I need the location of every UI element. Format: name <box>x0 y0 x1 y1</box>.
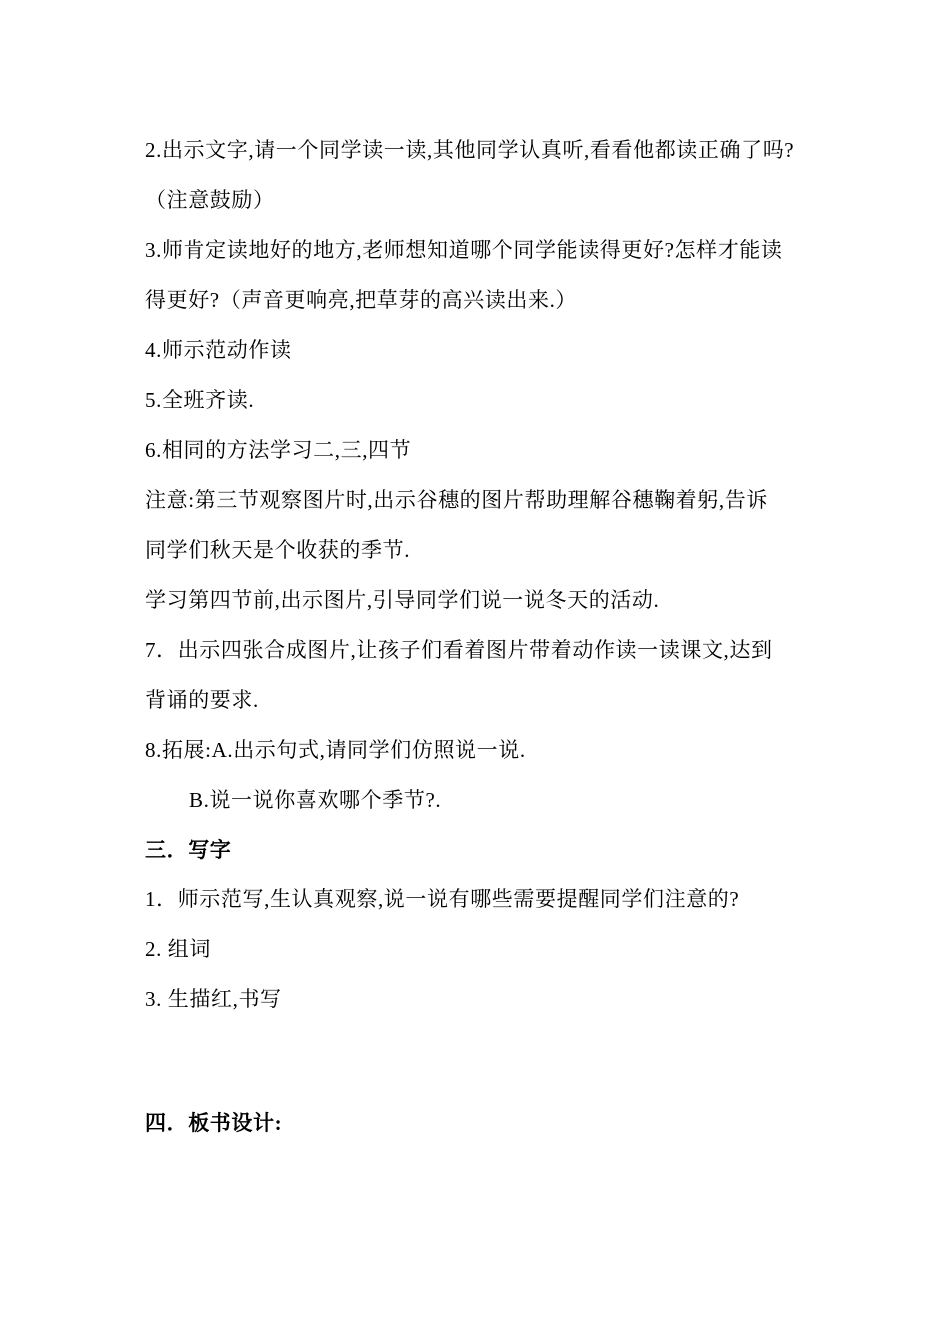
step-8-b-text: B.说一说你喜欢哪个季节?. <box>189 788 442 812</box>
note-text: 注意:第三节观察图片时,出示谷穗的图片帮助理解谷穗鞠着躬,告诉 <box>145 488 768 512</box>
step-2-note: （注意鼓励） <box>145 188 275 212</box>
step-3-text: 3.师肯定读地好的地方,老师想知道哪个同学能读得更好?怎样才能读 <box>145 238 783 262</box>
step-2-text: 2.出示文字,请一个同学读一读,其他同学认真听,看看他都读正确了吗? <box>145 138 795 162</box>
step-7-text: 7．出示四张合成图片,让孩子们看着图片带着动作读一读课文,达到 <box>145 638 773 662</box>
step-6-text: 6.相同的方法学习二,三,四节 <box>145 438 412 462</box>
step-8-text: 8.拓展:A.出示句式,请同学们仿照说一说. <box>145 738 526 762</box>
writing-step-3: 3. 生描红,书写 <box>145 987 282 1011</box>
step-4-text: 4.师示范动作读 <box>145 338 292 362</box>
section-heading-writing: 三．写字 <box>145 838 232 862</box>
note-continued: 同学们秋天是个收获的季节. <box>145 538 411 562</box>
step-7-continued: 背诵的要求. <box>145 688 259 712</box>
step-3-continued: 得更好?（声音更响亮,把草芽的高兴读出来.） <box>145 288 578 312</box>
step-5-text: 5.全班齐读. <box>145 388 255 412</box>
section-four-note: 学习第四节前,出示图片,引导同学们说一说冬天的活动. <box>145 588 660 612</box>
writing-step-2: 2. 组词 <box>145 937 211 961</box>
writing-step-1: 1．师示范写,生认真观察,说一说有哪些需要提醒同学们注意的? <box>145 887 740 911</box>
section-heading-board-design: 四．板书设计: <box>145 1111 283 1135</box>
